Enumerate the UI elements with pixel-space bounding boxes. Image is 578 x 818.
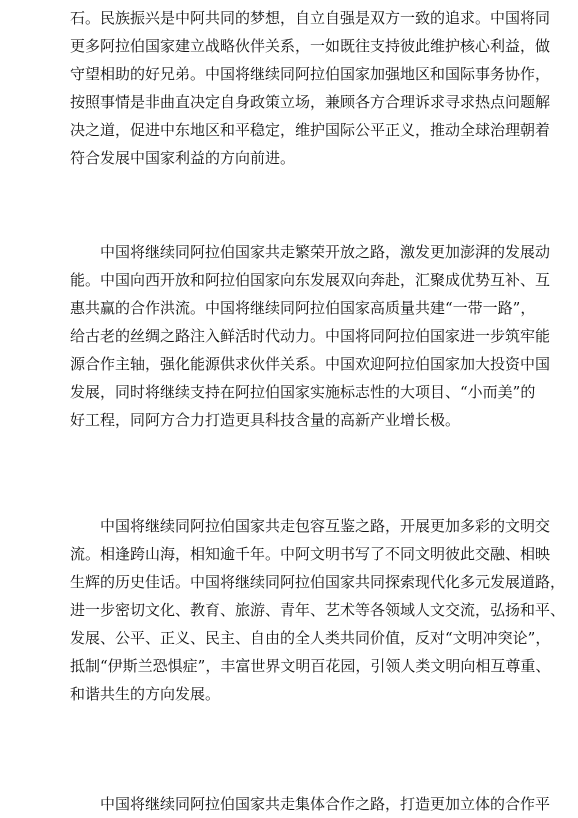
- text-line: 抵制“伊斯兰恐惧症”，丰富世界文明百花园，引领人类文明向相互尊重、: [70, 657, 551, 675]
- text-line: 源合作主轴，强化能源供求伙伴关系。中国欢迎阿拉伯国家加大投资中国: [70, 355, 551, 373]
- paragraph-1: [70, 4, 551, 172]
- paragraph-4: [70, 790, 551, 818]
- text-line: 守望相助的好兄弟。中国将继续同阿拉伯国家加强地区和国际事务协作，: [70, 65, 551, 83]
- text-line: 能。中国向西开放和阿拉伯国家向东发展双向奔赴，汇聚成优势互补、互: [70, 271, 551, 289]
- paragraph-3: [70, 512, 566, 708]
- text-line: 发展、公平、正义、民主、自由的全人类共同价值，反对“文明冲突论”，: [70, 629, 551, 647]
- text-line: 生辉的历史佳话。中国将继续同阿拉伯国家共同探索现代化多元发展道路，: [70, 573, 566, 591]
- text-line: 中国将继续同阿拉伯国家共走集体合作之路，打造更加立体的合作平: [70, 795, 551, 813]
- text-line: 好工程，同阿方合力打造更具科技含量的高新产业增长极。: [70, 411, 461, 429]
- text-line: 按照事情是非曲直决定自身政策立场，兼顾各方合理诉求寻求热点问题解: [70, 93, 551, 111]
- text-line: 决之道，促进中东地区和平稳定，维护国际公平正义，推动全球治理朝着: [70, 121, 551, 139]
- text-line: 进一步密切文化、教育、旅游、青年、艺术等各领域人文交流，弘扬和平、: [70, 601, 566, 619]
- text-line: 中国将继续同阿拉伯国家共走包容互鉴之路，开展更加多彩的文明交: [70, 517, 551, 535]
- text-line: 给古老的丝绸之路注入鲜活时代动力。中国将同阿拉伯国家进一步筑牢能: [70, 327, 551, 345]
- paragraph-2: [70, 238, 551, 434]
- text-line: 符合发展中国家利益的方向前进。: [70, 149, 296, 167]
- text-line: 流。相逢跨山海，相知逾千年。中阿文明书写了不同文明彼此交融、相映: [70, 545, 551, 563]
- text-line: 惠共赢的合作洪流。中国将继续同阿拉伯国家高质量共建“一带一路”，: [70, 299, 536, 317]
- text-line: 更多阿拉伯国家建立战略伙伴关系，一如既往支持彼此维护核心利益，做: [70, 37, 551, 55]
- text-line: 发展，同时将继续支持在阿拉伯国家实施标志性的大项目、“小而美”的: [70, 383, 536, 401]
- text-line: 中国将继续同阿拉伯国家共走繁荣开放之路，激发更加澎湃的发展动: [70, 243, 551, 261]
- text-line: 和谐共生的方向发展。: [70, 685, 221, 703]
- text-line: 石。民族振兴是中阿共同的梦想，自立自强是双方一致的追求。中国将同: [70, 9, 551, 27]
